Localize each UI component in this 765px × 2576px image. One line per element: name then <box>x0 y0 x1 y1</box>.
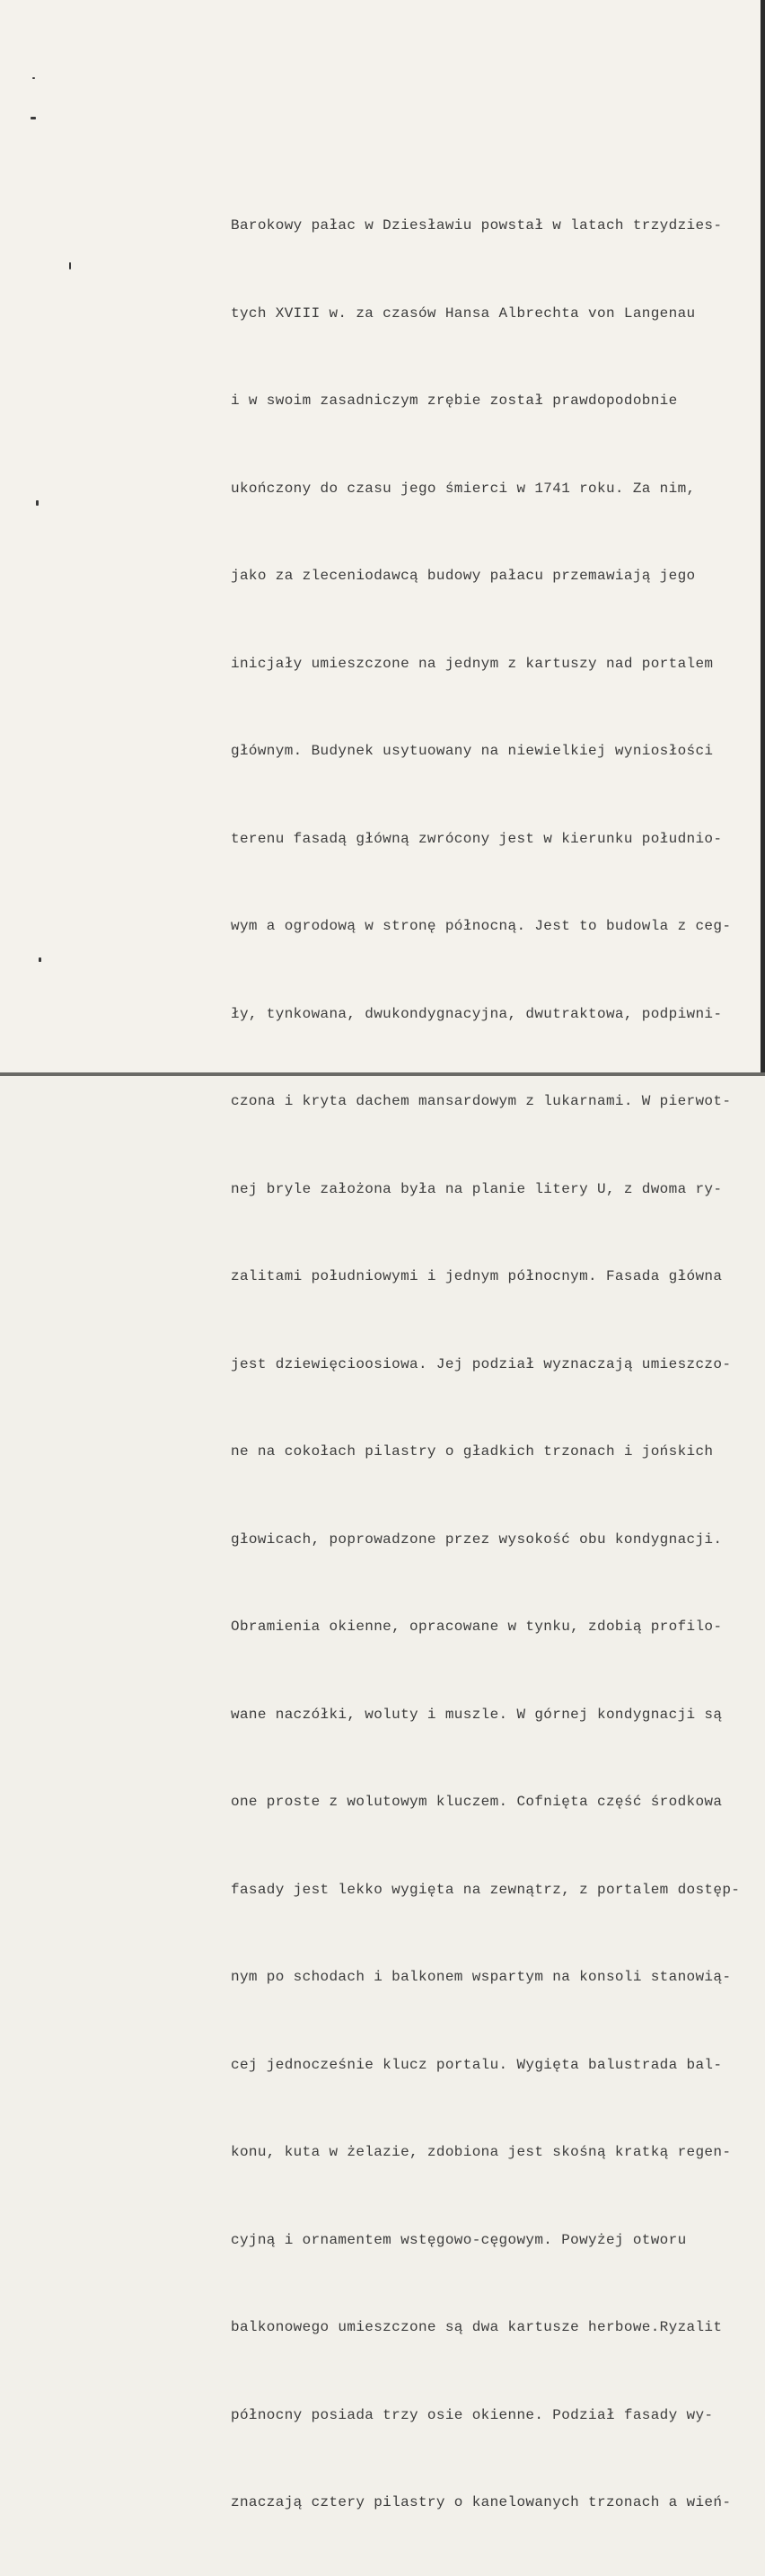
text-line: balkonowego umieszczone są dwa kartusze herbowe.Ryzalit <box>231 2319 723 2335</box>
text-line: Obramienia okienne, opracowane w tynku, zdobią profilo- <box>231 1619 723 1635</box>
text-line: tych XVIII w. za czasów Hansa Albrechta von Langenau <box>231 304 696 322</box>
margin-speck <box>31 117 36 119</box>
text-line: cej jednocześnie klucz portalu. Wygięta balustrada bal- <box>231 2056 723 2073</box>
text-line: znaczają cztery pilastry o kanelowanych trzonach a wień- <box>231 2494 732 2510</box>
text-line: nym po schodach i balkonem wspartym na konsoli stanowią- <box>231 1969 732 1985</box>
text-line: ne na cokołach pilastry o gładkich trzonach i jońskich <box>231 1443 714 1460</box>
text-line: ły, tynkowana, dwukondygnacyjna, dwutraktowa, podpiwni- <box>231 1005 723 1022</box>
margin-speck <box>69 262 71 269</box>
text-line: głowicach, poprowadzone przez wysokość obu kondygnacji. <box>231 1531 723 1548</box>
text-line: zalitami południowymi i jednym północnym. Fasada główna <box>231 1268 723 1284</box>
text-line: nej bryle założona była na planie litery U, z dwoma ry- <box>231 1180 723 1197</box>
text-line: konu, kuta w żelazie, zdobiona jest skośną kratką regen- <box>231 2144 732 2160</box>
text-line: terenu fasadą główną zwrócony jest w kierunku południo- <box>231 830 723 847</box>
text-line: wane naczółki, woluty i muszle. W górnej kondygnacji są <box>231 1706 723 1723</box>
text-line: jako za zleceniodawcą budowy pałacu przemawiają jego <box>231 568 696 584</box>
text-line: czona i kryta dachem mansardowym z lukarnami. W pierwot- <box>231 1093 732 1109</box>
scan-edge-bottom <box>0 1072 765 1076</box>
text-line: inicjały umieszczone na jednym z kartuszy nad portalem <box>231 655 714 672</box>
text-line: cyjną i ornamentem wstęgowo-cęgowym. Powyżej otworu <box>231 2231 687 2248</box>
text-line: one proste z wolutowym kluczem. Cofnięta część środkowa <box>231 1794 723 1810</box>
text-line: jest dziewięcioosiowa. Jej podział wyznaczają umieszczo- <box>231 1355 732 1372</box>
text-line: Barokowy pałac w Dziesławiu powstał w latach trzydzies- <box>231 217 723 234</box>
text-line: północny posiada trzy osie okienne. Podział fasady wy- <box>231 2406 714 2423</box>
text-line: głównym. Budynek usytuowany na niewielkiej wyniosłości <box>231 743 714 759</box>
text-line: wym a ogrodową w stronę północną. Jest to budowla z ceg- <box>231 918 732 934</box>
scan-edge-right <box>761 0 765 1076</box>
body-text <box>231 153 761 2576</box>
text-line: i w swoim zasadniczym zrębie został prawdopodobnie <box>231 393 678 409</box>
margin-speck <box>36 500 39 506</box>
text-line: ukończony do czasu jego śmierci w 1741 roku. Za nim, <box>231 480 696 497</box>
margin-speck <box>32 77 35 79</box>
margin-speck <box>39 957 41 962</box>
text-line: fasady jest lekko wygięta na zewnątrz, z portalem dostęp- <box>231 1881 741 1898</box>
